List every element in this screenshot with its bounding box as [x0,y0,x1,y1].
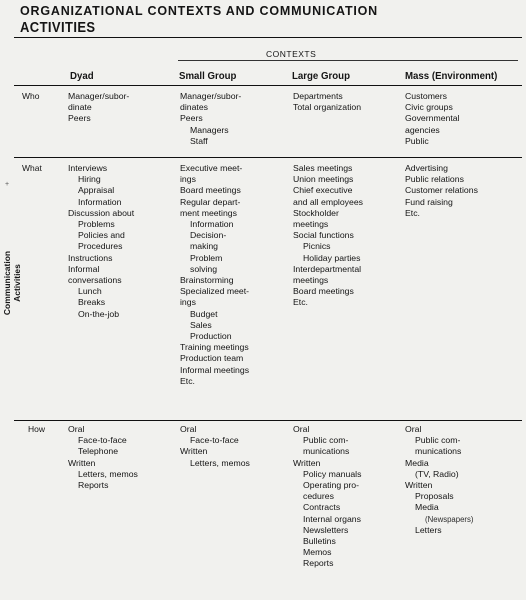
cell-entry: Information [190,219,234,230]
cell-entry: Face-to-face [190,435,239,446]
cell-entry: Customers [405,91,447,101]
column-header-small-group: Small Group [179,70,237,82]
cell-entry: Reports [303,558,334,569]
cell-entry: agencies [405,124,440,135]
cell-entry: Oral [180,424,197,434]
cell-entry: Media [415,502,439,513]
cell-entry: Face-to-face [78,435,127,446]
cell-entry: ings [180,174,196,185]
cell-entry: Public [405,135,429,146]
cell-entry: Public com- [303,435,349,446]
cell-entry: Written [180,446,208,457]
cell-entry: Manager/subor- [68,91,130,101]
cell-entry: Production team [180,353,244,364]
cell-entry: Oral [293,424,310,434]
title-line-2: ACTIVITIES [20,18,96,36]
title-rule [14,37,522,38]
cell-entry: conversations [68,275,122,286]
cell-entry: Policies and [78,230,125,241]
cell-what-dyad [68,163,134,320]
cell-who-mass [405,91,460,147]
cell-how-small-group [180,424,250,469]
cell-entry: Internal organs [303,513,361,524]
cell-entry: Stockholder [293,207,339,218]
cell-entry: Interviews [68,163,108,173]
row-rule-who [14,157,522,158]
cell-who-dyad [68,91,129,125]
cell-entry: Discussion about [68,207,135,218]
cell-entry: Regular depart- [180,196,241,207]
cell-entry: Sales [190,319,212,330]
cell-entry: Specialized meet- [180,286,250,297]
cell-entry: Letters, memos [78,468,138,479]
cell-entry: On-the-job [78,308,120,319]
cell-entry: Proposals [415,491,454,502]
cell-entry: Total organization [293,102,362,113]
cell-how-large-group [293,424,361,570]
cell-entry: Board meetings [180,185,241,196]
cell-entry: meetings [293,275,329,286]
cell-entry: munications [415,446,462,457]
cell-what-mass [405,163,478,219]
cell-entry: Civic groups [405,102,453,113]
row-rule-what [14,420,522,421]
row-label-who: Who [22,91,40,101]
title-line-1: ORGANIZATIONAL CONTEXTS AND COMMUNICATION [20,4,379,18]
cell-what-small-group [180,163,249,387]
cell-entry: Peers [180,113,203,124]
cell-entry: Etc. [405,207,420,218]
column-header-dyad: Dyad [70,70,94,82]
cell-who-large-group [293,91,361,113]
cell-entry: Newsletters [303,524,349,535]
cell-entry: Etc. [293,297,308,308]
cell-entry: Telephone [78,446,119,457]
cell-entry: Holiday parties [303,252,361,263]
cell-entry: Social functions [293,230,354,241]
contexts-label: CONTEXTS [266,49,317,59]
cell-how-dyad [68,424,138,491]
cell-entry: Policy manuals [303,468,362,479]
cell-entry: Lunch [78,286,102,297]
cell-entry: Hiring [78,174,101,185]
cell-entry: Manager/subor- [180,91,242,101]
header-rule [14,85,522,86]
cell-entry: Training meetings [180,342,249,353]
cell-entry: Brainstorming [180,275,234,286]
cell-entry: making [190,241,219,252]
cell-entry: Fund raising [405,196,453,207]
column-header-mass: Mass (Environment) [405,70,498,82]
cell-entry: Letters, memos [190,457,250,468]
cell-entry: Customer relations [405,185,478,196]
cell-entry: Problems [78,219,115,230]
cell-entry: Memos [303,547,332,558]
cell-entry: Written [293,457,321,468]
cell-entry: solving [190,263,218,274]
side-label: Communication Activities [2,250,22,316]
cell-entry: meetings [293,219,329,230]
cell-how-mass [405,424,474,536]
cell-what-large-group [293,163,363,309]
cell-entry: Reports [78,480,109,491]
cell-entry: Letters [415,524,442,535]
cell-entry: Procedures [78,241,123,252]
margin-mark: + [5,181,10,188]
cell-entry: ment meetings [180,207,237,218]
cell-entry: Bulletins [303,536,336,547]
row-label-what: What [22,163,42,173]
cell-entry: Advertising [405,163,448,173]
cell-entry: Breaks [78,297,106,308]
cell-entry: (TV, Radio) [415,468,459,479]
cell-entry: Appraisal [78,185,115,196]
cell-entry: and all employees [293,196,364,207]
cell-entry: Public relations [405,174,464,185]
cell-entry: Instructions [68,252,113,263]
cell-entry: munications [303,446,350,457]
contexts-rule [178,60,518,61]
cell-entry: Written [68,457,96,468]
cell-entry: Union meetings [293,174,354,185]
cell-entry: Picnics [303,241,331,252]
cell-entry: Production [190,331,232,342]
cell-entry: Public com- [415,435,461,446]
cell-entry: Operating pro- [303,480,360,491]
cell-entry: Staff [190,135,208,146]
cell-entry: Departments [293,91,343,101]
cell-entry: ings [180,297,196,308]
cell-entry: dinate [68,102,92,113]
cell-entry: cedures [303,491,334,502]
cell-entry: dinates [180,102,209,113]
cell-entry: Media [405,457,429,468]
cell-entry: Budget [190,308,218,319]
cell-entry: Peers [68,113,91,124]
cell-entry: Information [78,196,122,207]
cell-entry: Managers [190,124,229,135]
cell-entry: Decision- [190,230,227,241]
cell-entry: Chief executive [293,185,353,196]
cell-entry: Governmental [405,113,460,124]
cell-entry: Informal meetings [180,364,250,375]
cell-entry: Written [405,480,433,491]
cell-entry: Etc. [180,375,195,386]
cell-entry: Oral [405,424,422,434]
column-header-large-group: Large Group [292,70,350,82]
cell-who-small-group [180,91,241,147]
cell-entry: Sales meetings [293,163,353,173]
cell-entry: Contracts [303,502,341,513]
cell-entry: Executive meet- [180,163,243,173]
row-label-how: How [28,424,46,434]
cell-entry: Interdepartmental [293,263,362,274]
cell-entry: (Newspapers) [425,514,474,524]
cell-entry: Informal [68,263,100,274]
cell-entry: Problem [190,252,223,263]
cell-entry: Board meetings [293,286,354,297]
cell-entry: Oral [68,424,85,434]
